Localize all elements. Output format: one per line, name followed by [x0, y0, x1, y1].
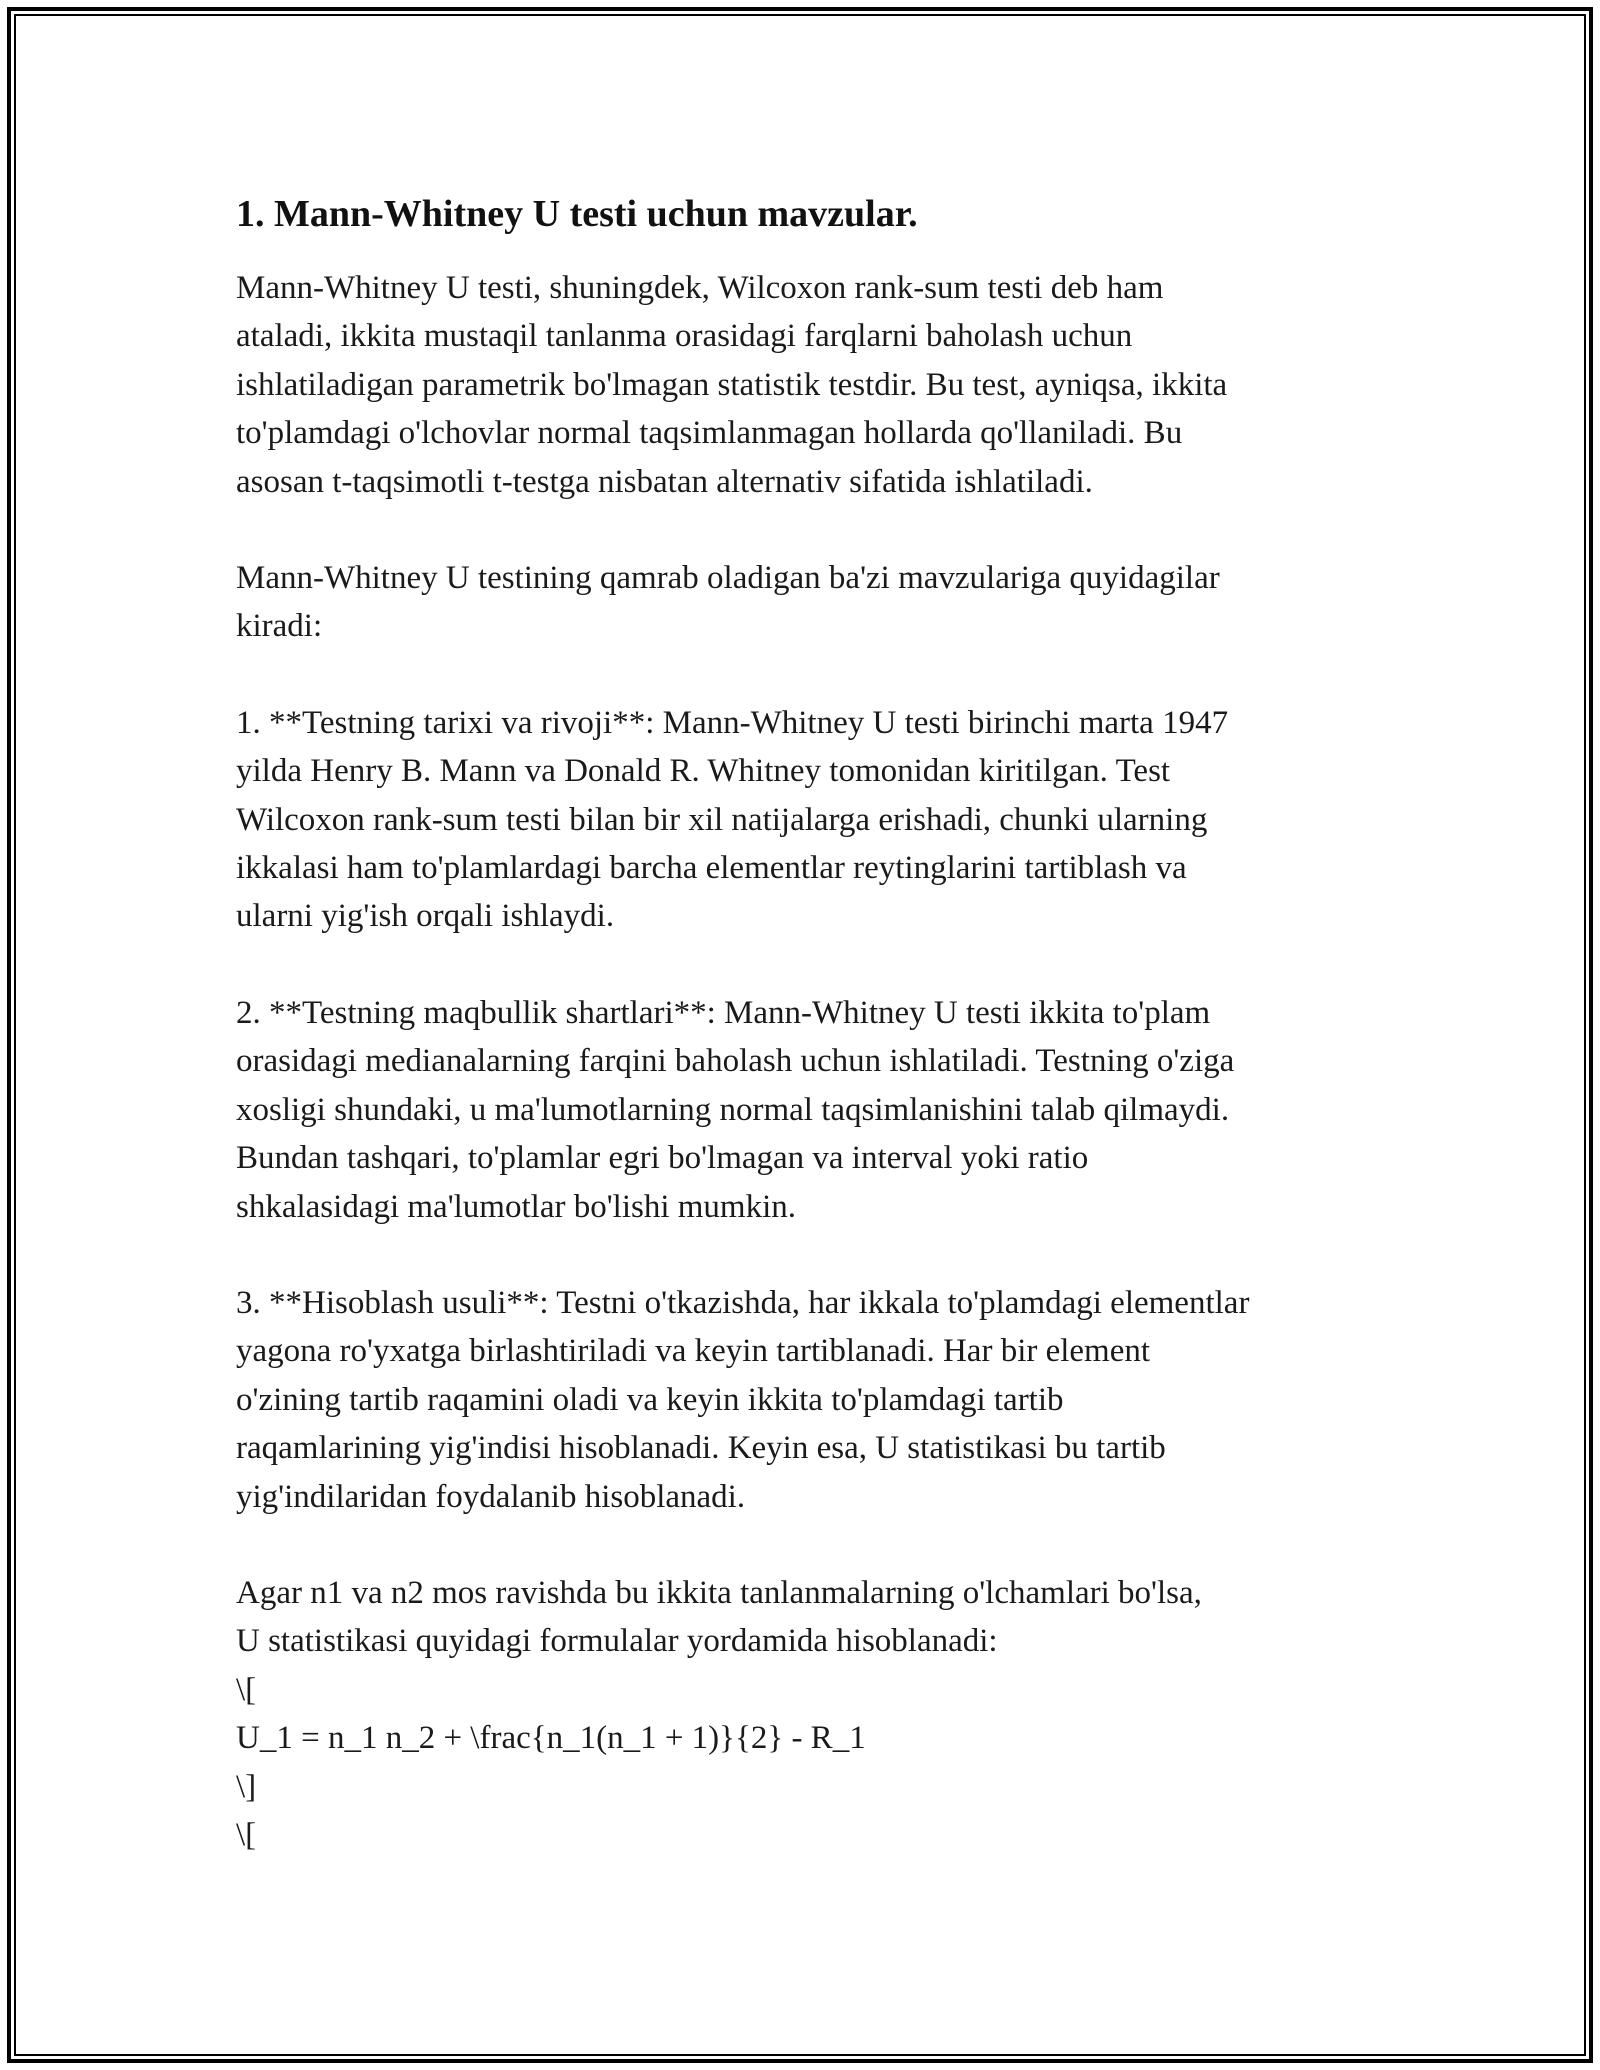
paragraph-conditions: 2. **Testning maqbullik shartlari**: Mann-Whitney U testi ikkita to'plam orasidagi medianalarning farqini baholash uchun ishlatiladi. Testning o'ziga xosligi shundaki, u ma'lumotlarning normal taqsimlanishini talab qilmaydi. Bundan tashqari, to'plamlar egri bo'lmagan va interval yoki ratio shkalasidagi ma'lumotlar bo'lishi mumkin.: [236, 994, 1235, 1225]
document-heading: 1. Mann-Whitney U testi uchun mavzular.: [236, 193, 918, 235]
paragraph-history: 1. **Testning tarixi va rivoji**: Mann-Whitney U testi birinchi marta 1947 yilda Henry B. Mann va Donald R. Whitney tomonidan kiritilgan. Test Wilcoxon rank-sum testi bilan bir xil natijalarga erishadi, chunki ularning ikkalasi ham to'plamlardagi barcha elementlar reytinglarini tartiblash va ularni yig'ish orqali ishlaydi.: [236, 704, 1229, 935]
paragraph-intro: Mann-Whitney U testi, shuningdek, Wilcoxon rank-sum testi deb ham ataladi, ikkita mustaqil tanlanma orasidagi farqlarni baholash uchun ishlatiladigan parametrik bo'lmagan statistik testdir. Bu test, ayniqsa, ikkita to'plamdagi o'lchovlar normal taqsimlanmagan hollarda qo'llaniladi. Bu asosan t-taqsimotli t-testga nisbatan alternativ sifatida ishlatiladi.: [236, 270, 1228, 500]
paragraph-method: 3. **Hisoblash usuli**: Testni o'tkazishda, har ikkala to'plamdagi elementlar yagona ro'yxatga birlashtiriladi va keyin tartiblanadi. Har bir element o'zining tartib raqamini oladi va keyin ikkita to'plamdagi tartib raqamlarining yig'indisi hisoblanadi. Keyin esa, U statistikasi bu tartib yig'indilaridan foydalanib hisoblanadi.: [236, 1284, 1250, 1515]
paragraph-topics-lead: Mann-Whitney U testining qamrab oladigan ba'zi mavzulariga quyidagilar kiradi:: [236, 560, 1220, 645]
document-page: [236, 186, 1396, 1859]
formula-block: Agar n1 va n2 mos ravishda bu ikkita tanlanmalarning o'lchamlari bo'lsa, U statistikasi quyidagi formulalar yordamida hisoblanadi: \[ U_1 = n_1 n_2 + \frac{n_1(n_1 + 1)}{2} - R_1 \] \[: [236, 1574, 1202, 1853]
